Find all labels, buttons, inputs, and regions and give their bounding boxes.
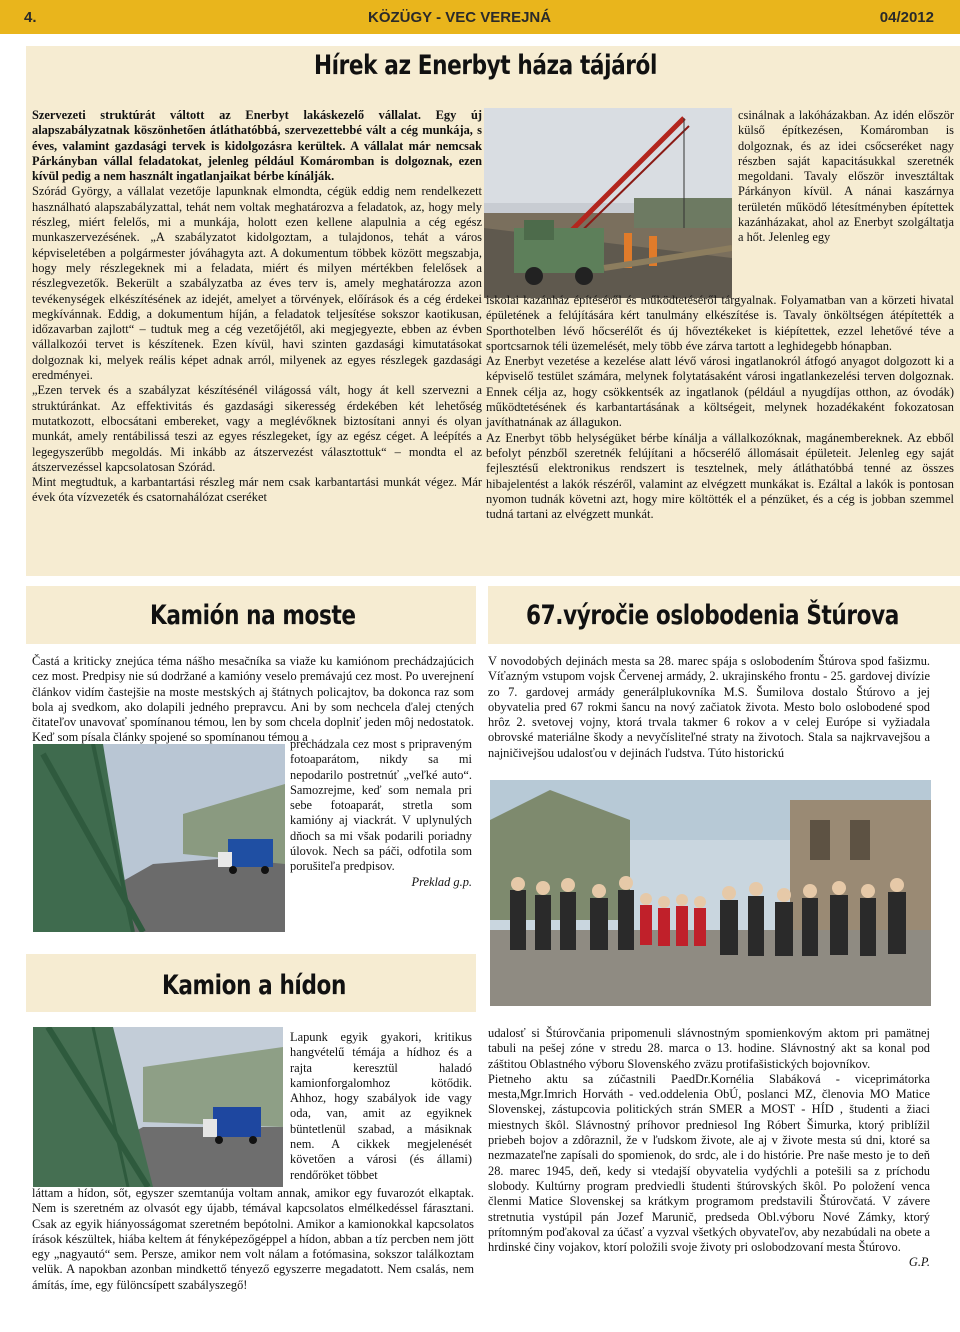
article-enerbyt-title: Hírek az Enerbyt háza tájáról (314, 50, 657, 81)
article-sturovo-paragraph: udalosť si Štúrovčania pripomenuli slávnostným spomienkovým aktom pri pamätnej tabuli na pešej zóne v stredu 28. marca o 13. hodine. Slávnostný akt sa konal pod záštitou Oblastného výboru Slovenského zväzu protifašistických bojovníkov. (488, 1026, 930, 1071)
article-enerbyt-panel (26, 46, 960, 576)
article-enerbyt-paragraph: Az Enerbyt több helységüket bérbe kínálja a vállalkozóknak, magánembereknek. Az ebből befolyt pénzből szeretnék felújítani a hőcserélő állomásait épületeit. Jelenleg egy saját fejlesztésű elektronikus rendszert is tesztelnek, mely átláthatóbbá tenné az összes hibajelentést a lakók részéről, valamint az elvégzett munkákat is. Ezáltal a lakók is pontosan nyomon tudnák követni azt, hogy mire költötték el a pénzüket, és a cég is jobban szemmel tudná tartani az elvégzett munkát. (486, 430, 954, 522)
article-enerbyt-paragraph: Szórád György, a vállalat vezetője lapunknak elmondta, cégük eddig nem rendelkezett használható alapszabályzattal, tehát nem voltak meghatározva a feladatok, az, hogy mely részleg, miért felelős, mi a munkája, holott ezen kellene alapulnia a cég egész munkaszervezésének. „A szabályzatot kidolgoztam, a tulajdonos, tehát a város képviseletében a polgármester jóváhagyta azt. A dokumentum többek között megszabja, hogy mely részlegeknek mi a feladata, miért és milyen mértékben felelősek a részlegvezetők. Bekerült a szabályzatba az éves terv is, amely meghatározza azon tevékenységek elkészítésének az idejét, amelyet a törvények, előírások és a cég érdekei megkívánnak. Eddig, a dokumentum híján, a feladatok teljesítése sokszor kaotikusan, időzavarban zajlott“ – tudtuk meg a cég vezetőjétől, aki megjegyezte, ebben az évben vállalkozói tervet is készítenek. Ezen kívül, havi szinten gazdasági kimutatásokat dolgoznak ki, melyek reális képet adnak arról, milyenek az egyes részlegek gazdasági eredményei. (32, 184, 482, 383)
article-kamion-sk-body (32, 654, 474, 746)
article-sturovo-top (488, 654, 930, 761)
article-kamion-sk-paragraph: prechádzala cez most s pripraveným fotoaparátom, nikdy sa mi nepodarilo postretnúť „veľké auto“. Samozrejme, keď som nemala pri sebe fotoaparát, stretla som kamióny aj viackrát. V uplynulých dňoch sa mi však podarili poriadny úlovok. Nech sa páči, odfotila som porušiteľa predpisov. (290, 737, 472, 874)
article-enerbyt-lead: Szervezeti struktúrát váltott az Enerbyt lakáskezelő vállalat. Egy új alapszabályzatnak köszönhetően átláthatóbbá, szervezettebbé vált a cég munkája, s éves, valamint gazdasági tervek is kidolgozásra kerültek. A vállalat már nemcsak Párkányban vállal feladatokat, jelenleg például Komáromban is dolgoznak, ezen kívül pedig a nem használt ingatlanjaikat bérbe kínálják. (32, 108, 482, 184)
article-kamion-hu-body (32, 1186, 474, 1293)
bridge-truck-photo (33, 744, 285, 932)
article-kamion-sk-title: Kamión na moste (150, 600, 356, 631)
translation-credit: Preklad g.p. (411, 874, 472, 889)
section-title: KÖZÜGY - VEC VEREJNÁ (368, 9, 552, 26)
page-number: 4. (24, 9, 37, 26)
article-kamion-hu-title: Kamion a hídon (162, 970, 346, 1001)
issue-number: 04/2012 (879, 9, 934, 26)
article-enerbyt-right-top (738, 108, 954, 246)
article-kamion-sk-paragraph: Častá a kriticky znejúca téma nášho mesačníka sa viaže ku kamiónom prechádzajúcich cez most. Predpisy nie sú dodržané a kamióny veselo premávajú cez most. Po uverejnení článkov vidím častejšie na moste mestských aj štátnych policajtov, ba dokonca raz som bola aj svedkom, ako dolapili jedného prepravcu. Ani by som nechcela ďalej ctených čitateľov unavovať spomínanou témou, len by som chcela doplniť jeden môj nedostatok. Keď som písala články spojené so spomínanou témou a (32, 654, 474, 745)
memorial-ceremony-photo (490, 780, 931, 1006)
article-kamion-hu-narrow (290, 1030, 472, 1183)
construction-crane-photo (484, 108, 732, 298)
article-enerbyt-paragraph: iskolai kazánház építéséről és működtetéséről tárgyalnak. Folyamatban van a körzeti hivatal épületének a felújítására kért tanulmány elkészítése is. Tavaly önköltségen átépítették a Sporthotelben lévő hőcserélőt és új hőveztékeket is kiépítettek, ezzel lehetővé téve a sportcsarnok téli üzemelését, mely több éve zárva tartott a leghidegebb hónapban. (486, 293, 954, 353)
article-sturovo-paragraph: V novodobých dejinách mesta sa 28. marec spája s oslobodením Štúrova spod fašizmu. Víťazným vstupom vojsk Červenej armády, 2. ukrajinského frontu - 25. gardovej divízie zo 7. gardovej armády generálplukovníka M.S. Šumilova dostalo Štúrovo a jej obyvatelia pred 67 rokmi šancu na nový začiatok života. Mesto bolo oslobodené spod hrôz 2. svetovej vojny, ktorá trvala takmer 6 rokov a v celej Európe si vyžiadala obrovské materiálne škody a nevyčísliteľné straty na životoch. Stala sa najkrvavejšou a najničivejšou udalosťou v dejinách ľudstva. Túto historickú (488, 654, 930, 760)
article-sturovo-title-panel (488, 586, 960, 644)
article-enerbyt-paragraph: Mint megtudtuk, a karbantartási részleg már nem csak karbantartási munkát végez. Már évek óta vízvezeték és csatornahálózat cseréket (32, 475, 482, 505)
article-kamion-hu-title-panel (26, 954, 476, 1012)
article-sturovo-bottom (488, 1026, 930, 1271)
article-sturovo-paragraph: Pietneho aktu sa zúčastnili PaedDr.Kornélia Slabáková - viceprimátorka mesta,Mgr.Imrich Horváth - ved.oddelenia ObÚ, poslanci MZ, členovia MO Matice Slovenskej, zástupcovia politických strán SMER a MOST - HÍD , študenti a žiaci miestnych škôl. Slávnostný príhovor predniesol Ing Róbert Šimurka, ktorý priblížil priebeh bojov a zdôraznil, že v ľudskom živote, ale aj v živote mesta sú dni, ktoré sa nezmazateľne zapísali do spomienok, do srdc, ale i do histórie. Pre naše mesto je to deň 28. marec 1945, deň, kedy si vtedajší obyvatelia vydýchli a potešili sa z príchodu slobody. Kultúrny program predviedli študenti štúrovských škôl. Po položení venca členmi Matice Slovenskej sa krátkym programom predstavili Štúrovčatá. V závere stretnutia vystúpil pán Jozef Marunič, predseda Obl.výboru Nové Zámky, ktorý prítomným poďakoval za účasť a vyzval všetkých obyvateľov, aby nezabúdali na obete a hrdinské činy vojakov, ktorí položili svoje životy pri oslobodzovaní mesta Štúrovo. (488, 1071, 930, 1255)
article-kamion-hu-paragraph: láttam a hídon, sőt, egyszer szemtanúja voltam annak, amikor egy fuvarozót elkaptak. Nem is szeretném az olvasót egy újabb, témával kapcsolatos elmélkedéssel fárasztani. Csak az egyik hiányosságomat szeretném bepótolni. Amikor a kamionokkal kapcsolatos írások készültek, hiába keltem át fényképezőgéppel a hídon, abban a tíz percben nem jött egy „nagyautó“ sem. Persze, amikor nem volt nálam a fotómasina, sokszor találkoztam velük. A napokban azonban mindkettő tényező egyszerre megadatott. Nem csalás, nem ámítás, íme, egy fülöncsípett szabályszegő! (32, 1186, 474, 1292)
article-kamion-sk-narrow (290, 737, 472, 890)
article-enerbyt-paragraph: Az Enerbyt vezetése a kezelése alatt lévő városi ingatlanokról átfogó anyagot dolgozott ki a képviselő testület számára, melynek folytatásaként városi ingatlankezelési terven dolgoznak. Ennek célja az, hogy csökkentsék az ingatlanok (például a nyugdíjas otthon, az óvodák) működtetésének és karbantartásának a költségeit, melynek hozadékaként fokozatosan javíthatnának az állagukon. (486, 354, 954, 430)
author-credit: G.P. (908, 1255, 930, 1270)
article-sturovo-title: 67.výročie oslobodenia Štúrova (526, 600, 899, 631)
article-kamion-title-panel (26, 586, 476, 644)
article-kamion-hu-paragraph: Lapunk egyik gyakori, kritikus hangvételű témája a hídhoz és a rajta keresztül haladó kamionforgalomhoz kötődik. Ahhoz, hogy szabályok ide vagy oda, van, amit az egyiknek büntetlenül szabad, a másiknak nem. A cikkek megjelenését követően a városi (és állami) rendőröket többet (290, 1030, 472, 1182)
bridge-truck-photo-2 (33, 1027, 283, 1187)
article-enerbyt-paragraph: csinálnak a lakóházakban. Az idén először külső építkezésen, Komáromban is dolgoznak, és az idei csőcseréket nagy részben saját kapacitásukkal szeretnék megoldani. Tavaly először invesztáltak Párkányon kívül. A nánai kaszárnya területén működő létesítményben építettek kazánházakat, ahol az Enerbyt szolgáltatja a hőt. Jelenleg egy (738, 108, 954, 245)
article-enerbyt-left-column (32, 108, 482, 506)
header-bar (0, 0, 960, 34)
article-enerbyt-paragraph: „Ezen tervek és a szabályzat készítésénél világossá vált, hogy át kell szervezni a struktúránkat. Az effektivitás és gazdasági sikeresség érdekében két lehetőség mutatkozott, elbocsátani embereket, vagy a meglévőknek biztosítani annyi és olyan munkát, amely rentábilissá teszi az egyes részlegeket, így az egész céget. A leépítés a legegyszerűbb megoldás. Mi inkább az átszervezést választottuk“ – mondta el az átszervezéssel kapcsolatosan Szórád. (32, 383, 482, 474)
article-enerbyt-right-column (486, 293, 954, 522)
